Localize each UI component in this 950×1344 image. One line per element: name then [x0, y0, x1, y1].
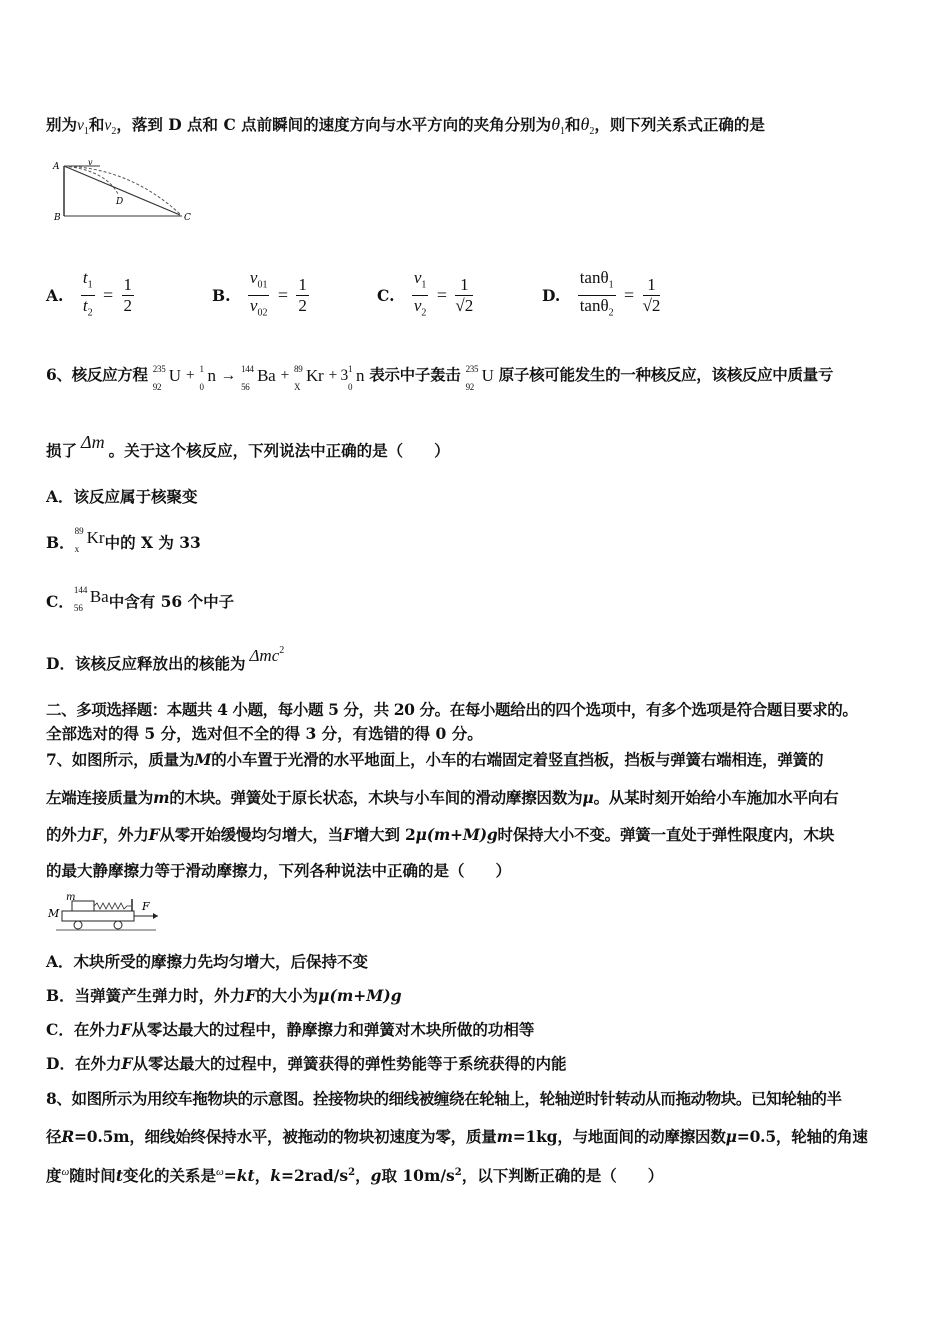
q6-option-d[interactable]: D．该核反应释放出的核能为 Δmc$^2$ [46, 645, 285, 674]
figure-label-c: C [184, 213, 191, 223]
q6-stem-line1: 6、核反应方程 235 92 U + 1 0 n → 144 56 Ba + 89 X Kr + 3 1 0 n 表示中子轰击 235 92 U 原子核可能发生的一种核反应，该核反应中质量亏 [46, 364, 834, 392]
q7-stem-line3: 的外力F，外力F从零开始缓慢均匀增大，当F增大到 2μ(m+M)g时保持大小不变。弹簧一直处于弹性限度内，木块 [46, 825, 835, 844]
figure-label-d: D [116, 197, 124, 207]
q5-option-c[interactable]: C. $\frac{v_1}{v_2}$ = $\frac{1}{√2}$ [377, 268, 474, 319]
q5-option-a[interactable]: A. $\frac{t_1}{t_2}$ = $\frac{1}{2}$ [46, 268, 133, 319]
q6-stem-line2: 损了 Δm 。关于这个核反应，下列说法中正确的是（ ） [46, 432, 450, 460]
q5-option-b[interactable]: B. $\frac{v_{01}}{v_{02}}$ = $\frac{1}{2}$ [212, 268, 307, 319]
projectile-figure [50, 158, 200, 224]
q5-intro: 别为$v_1$和$v_2$，落到 D 点和 C 点前瞬间的速度方向与水平方向的夹角分别为$\theta_1$和$\theta_2$，则下列关系式正确的是 [46, 114, 765, 138]
q7-option-a[interactable]: A．木块所受的摩擦力先均匀增大，后保持不变 [46, 952, 369, 971]
q7-option-d[interactable]: D．在外力F从零达最大的过程中，弹簧获得的弹性势能等于系统获得的内能 [46, 1054, 567, 1073]
figure-label-cart-mass: M [48, 907, 60, 920]
q6-option-b[interactable]: B． 89 x Kr中的 X 为 33 [46, 526, 201, 554]
q7-stem-line4: 的最大静摩擦力等于滑动摩擦力，下列各种说法中正确的是（ ） [46, 861, 512, 880]
q6-option-c[interactable]: C． 144 56 Ba中含有 56 个中子 [46, 585, 235, 613]
cart-spring-figure [46, 893, 166, 933]
section2-line2: 全部选对的得 5 分，选对但不全的得 3 分，有选错的得 0 分。 [46, 724, 483, 743]
figure-label-v: v [88, 158, 93, 167]
q5-option-d[interactable]: D. $\frac{\tan\theta_1}{\tan\theta_2}$ = $\frac{1}{√2}$ [542, 268, 661, 319]
q7-option-b[interactable]: B．当弹簧产生弹力时，外力F的大小为μ(m+M)g [46, 986, 402, 1005]
q6-option-a[interactable]: A．该反应属于核聚变 [46, 487, 198, 506]
section2-line1: 二、多项选择题：本题共 4 小题，每小题 5 分，共 20 分。在每小题给出的四个选项中，有多个选项是符合题目要求的。 [46, 700, 858, 719]
q7-stem-line2: 左端连接质量为m的木块。弹簧处于原长状态，木块与小车间的滑动摩擦因数为μ。从某时刻开始给小车施加水平向右 [46, 788, 839, 807]
q8-stem-line2: 径R=0.5m，细线始终保持水平，被拖动的物块初速度为零，质量m=1kg，与地面间的动摩擦因数μ=0.5，轮轴的角速 [46, 1127, 868, 1146]
q8-stem-line1: 8、如图所示为用绞车拖物块的示意图。拴接物块的细线被缠绕在轮轴上，轮轴逆时针转动从而拖动物块。已知轮轴的半 [46, 1089, 842, 1108]
figure-label-b: B [54, 213, 61, 223]
figure-label-block-mass: m [66, 893, 76, 903]
q7-option-c[interactable]: C．在外力F从零达最大的过程中，静摩擦力和弹簧对木块所做的功相等 [46, 1020, 535, 1039]
q8-stem-line3: 度$^\omega$随时间t变化的关系是$^\omega$=kt，$k=2rad/s^2$，g取 $10m/s^2$，以下判断正确的是（ ） [46, 1166, 664, 1186]
q7-stem-line1: 7、如图所示，质量为M的小车置于光滑的水平地面上，小车的右端固定着竖直挡板，挡板与弹簧右端相连，弹簧的 [46, 750, 824, 769]
figure-label-a: A [53, 162, 60, 172]
figure-label-force: F [142, 900, 150, 913]
